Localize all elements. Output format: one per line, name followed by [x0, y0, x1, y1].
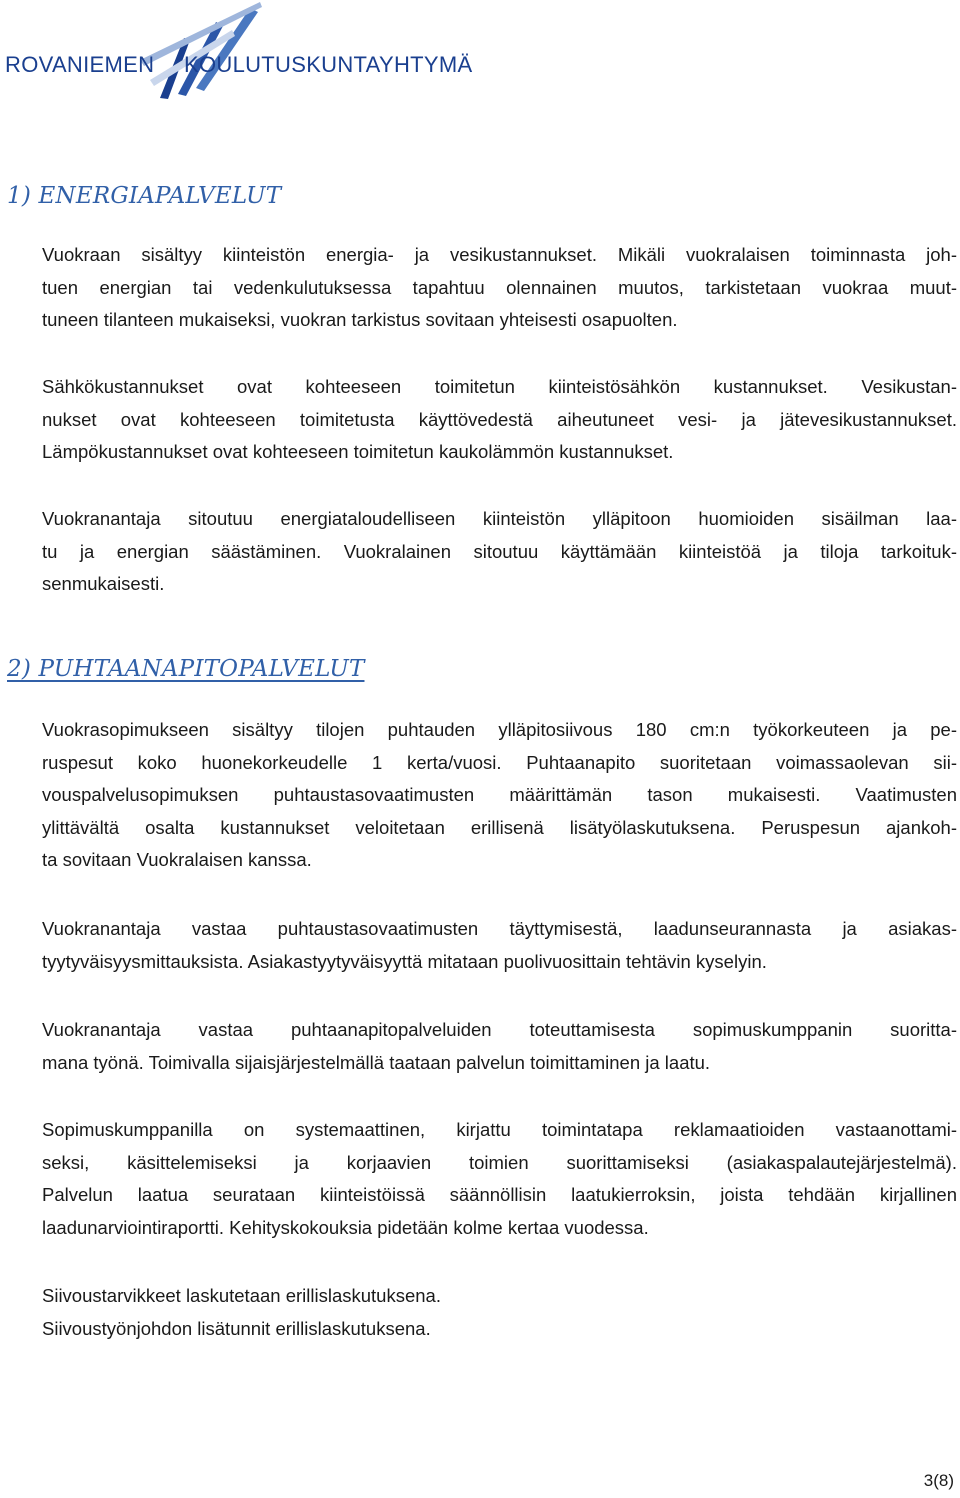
section-heading-puhtaanapitopalvelut: 2) PUHTAANAPITOPALVELUT	[7, 656, 365, 682]
text-line: Siivoustyönjohdon lisätunnit erillislaskutuksena.	[42, 1317, 431, 1339]
text-line: laadunarviointiraportti. Kehityskokouksia pidetään kolme kertaa vuodessa.	[42, 1216, 649, 1238]
text-line: Vuokraan sisältyy kiinteistön energia- ja vesikustannukset. Mikäli vuokralaisen toiminnasta joh-	[42, 244, 957, 265]
text-line: ta sovitaan Vuokralaisen kanssa.	[42, 849, 312, 870]
logo-text-right: KOULUTUSKUNTAYHTYMÄ	[184, 52, 473, 77]
text-line: tuen energian tai vedenkulutuksessa tapahtuu olennainen muutos, tarkistetaan vuokraa muut-	[42, 276, 957, 298]
paragraph	[42, 714, 957, 877]
logo	[0, 0, 480, 105]
text-line: Vuokranantaja vastaa puhtaustasovaatimusten täyttymisestä, laadunseurannasta ja asiakas-	[42, 918, 957, 939]
text-line: senmukaisesti.	[42, 573, 165, 594]
text-line: tu ja energian säästäminen. Vuokralainen sitoutuu käyttämään kiinteistöä ja tiloja tarkoituk-	[42, 540, 957, 562]
paragraph	[42, 503, 957, 601]
logo-mark-icon	[120, 0, 265, 100]
text-line: Vuokranantaja sitoutuu energiataloudelliseen kiinteistön ylläpitoon huomioiden sisäilman laa-	[42, 508, 957, 529]
text-line: Vuokrasopimukseen sisältyy tilojen puhtauden ylläpitosiivous 180 cm:n työkorkeuteen ja pe-	[42, 719, 957, 740]
text-line: Lämpökustannukset ovat kohteeseen toimitetun kaukolämmön kustannukset.	[42, 441, 674, 462]
logo-text-left: ROVANIEMEN	[5, 52, 155, 77]
text-line: ylittävältä osalta kustannukset veloitetaan erillisenä lisätyölaskutuksena. Peruspesun ajankoh-	[42, 816, 957, 838]
paragraph	[42, 1114, 957, 1244]
text-line: Sopimuskumppanilla on systemaattinen, kirjattu toimintatapa reklamaatioiden vastaanottami-	[42, 1119, 957, 1140]
text-line: Vuokranantaja vastaa puhtaanapitopalveluiden toteuttamisesta sopimuskumppanin suoritta-	[42, 1019, 957, 1040]
paragraph	[42, 1280, 957, 1345]
paragraph	[42, 239, 957, 337]
text-line: Palvelun laatua seurataan kiinteistöissä säännöllisin laatukierroksin, joista tehdään kirjallinen	[42, 1184, 957, 1205]
paragraph	[42, 1014, 957, 1079]
page-number: 3(8)	[923, 1471, 954, 1490]
text-line: mana työnä. Toimivalla sijaisjärjestelmällä taataan palvelun toimittaminen ja laatu.	[42, 1051, 711, 1073]
paragraph	[42, 913, 957, 978]
text-line: tuneen tilanteen mukaiseksi, vuokran tarkistus sovitaan yhteisesti osapuolten.	[42, 309, 678, 330]
section-heading-energiapalvelut: 1) ENERGIAPALVELUT	[7, 183, 282, 209]
text-line: seksi, käsittelemiseksi ja korjaavien toimien suorittamiseksi (asiakaspalautejärjestelmä).	[42, 1151, 957, 1173]
paragraph	[42, 371, 957, 469]
text-line: tyytyväisyysmittauksista. Asiakastyytyväisyyttä mitataan puolivuosittain tehtävin kyselyin.	[42, 950, 767, 972]
text-line: ruspesut koko huonekorkeudelle 1 kerta/vuosi. Puhtaanapito suoritetaan voimassaolevan sii-	[42, 751, 957, 773]
text-line: nukset ovat kohteeseen toimitetusta käyttövedestä aiheutuneet vesi- ja jätevesikustannukset.	[42, 408, 957, 430]
text-line: Siivoustarvikkeet laskutetaan erillislaskutuksena.	[42, 1285, 441, 1306]
text-line: vouspalvelusopimuksen puhtaustasovaatimusten määrittämän tason mukaisesti. Vaatimusten	[42, 784, 957, 805]
text-line: Sähkökustannukset ovat kohteeseen toimitetun kiinteistösähkön kustannukset. Vesikustan-	[42, 376, 957, 397]
